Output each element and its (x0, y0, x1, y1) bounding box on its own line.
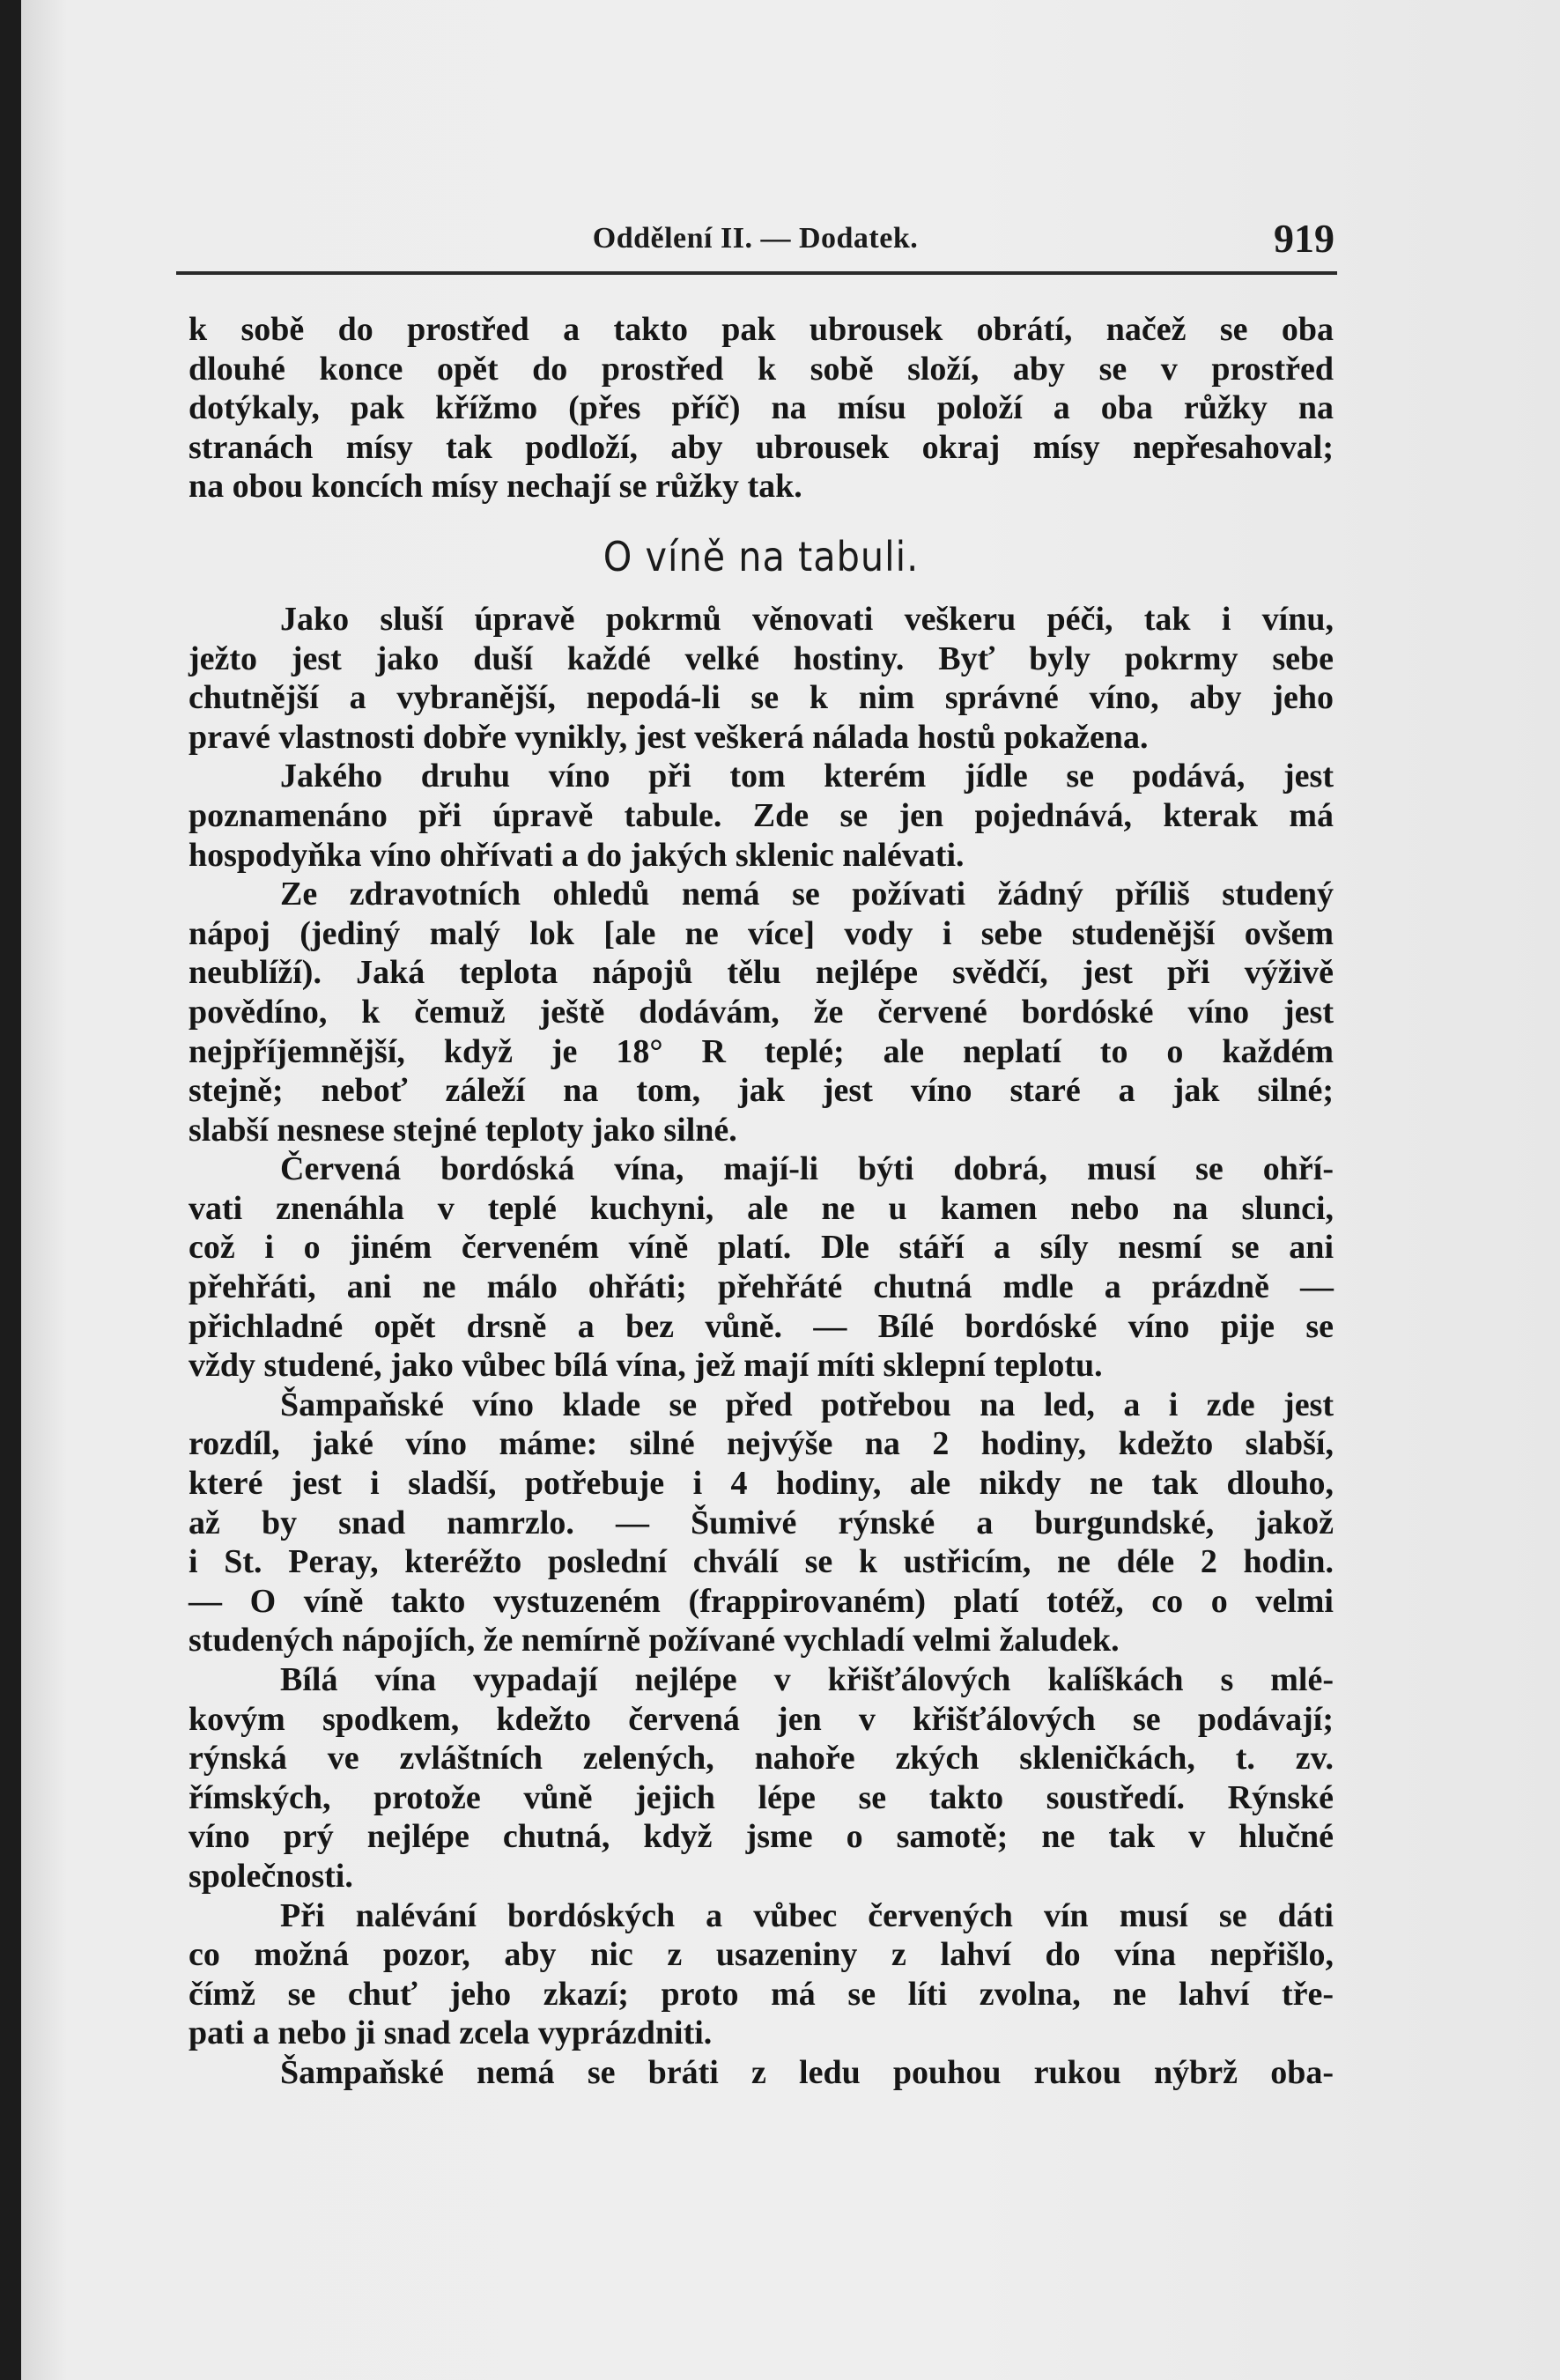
text-line: i St. Peray, kteréžto poslední chválí se k ustřicím, ne déle 2 hodin. (189, 1543, 1334, 1581)
text-line: Šampaňské víno klade se před potřebou na led, a i zde jest (280, 1386, 1334, 1423)
text-line: kovým spodkem, kdežto červená jen v křišťálových se podávají; (189, 1700, 1334, 1738)
book-page (21, 0, 1560, 2380)
text-line: vždy studené, jako vůbec bílá vína, jež mají míti sklepní teplotu. (189, 1347, 1103, 1385)
text-line: pravé vlastnosti dobře vynikly, jest veškerá nálada hostů pokažena. (189, 718, 1149, 756)
text-line: stejně; neboť záleží na tom, jak jest víno staré a jak silné; (189, 1072, 1334, 1110)
text-line: k sobě do prostřed a takto pak ubrousek obrátí, načež se oba (189, 311, 1334, 348)
paragraph (189, 1149, 1334, 1386)
paragraph (189, 1896, 1334, 2053)
text-line: Červená bordóská vína, mají-li býti dobrá, musí se ohří- (280, 1150, 1334, 1188)
text-line: na obou koncích mísy nechají se růžky tak. (189, 468, 802, 506)
header-rule (176, 271, 1337, 275)
text-line: až by snad namrzlo. — Šumivé rýnské a burgundské, jakož (189, 1504, 1334, 1541)
text-line: rozdíl, jaké víno máme: silné nejvýše na 2 hodiny, kdežto slabší, (189, 1425, 1334, 1463)
text-line: chutnější a vybranější, nepodá-li se k nim správné víno, aby jeho (189, 679, 1334, 717)
paragraph (189, 1386, 1334, 1660)
text-line: neublíží). Jaká teplota nápojů tělu nejlépe svědčí, jest při výživě (189, 954, 1334, 992)
paragraph (189, 600, 1334, 757)
text-line: společnosti. (189, 1857, 353, 1895)
text-line: Ze zdravotních ohledů nemá se požívati žádný příliš studený (280, 876, 1334, 913)
text-line: přehřáti, ani ne málo ohřáti; přehřáté chutná mdle a prázdně — (189, 1268, 1334, 1306)
text-line: které jest i sladší, potřebuje i 4 hodiny, ale nikdy ne tak dlouho, (189, 1465, 1334, 1503)
text-line: slabší nesnese stejné teploty jako silné. (189, 1111, 737, 1149)
text-line: stranách mísy tak podloží, aby ubrousek okraj mísy nepřesahoval; (189, 428, 1334, 466)
text-line: Jako sluší úpravě pokrmů věnovati veškeru péči, tak i vínu, (280, 600, 1334, 638)
paragraph (189, 2053, 1334, 2093)
text-line: přichladné opět drsně a bez vůně. — Bílé bordóské víno pije se (189, 1307, 1334, 1345)
text-line: vati znenáhla v teplé kuchyni, ale ne u kamen nebo na slunci, (189, 1189, 1334, 1227)
paragraph (189, 875, 1334, 1149)
text-line: studených nápojích, že nemírně požívané vychladí velmi žaludek. (189, 1622, 1120, 1659)
running-head: Oddělení II. — Dodatek. (592, 222, 919, 255)
text-line: římských, protože vůně jejich lépe se takto soustředí. Rýnské (189, 1778, 1334, 1816)
text-line: ježto jest jako duší každé velké hostiny. Byť byly pokrmy sebe (189, 639, 1334, 677)
text-line: hospodyňka víno ohřívati a do jakých sklenic nalévati. (189, 836, 965, 874)
text-line: Šampaňské nemá se bráti z ledu pouhou rukou nýbrž oba- (280, 2053, 1334, 2091)
text-line: nápoj (jediný malý lok [ale ne více] vody i sebe studenější ovšem (189, 914, 1334, 952)
text-line: čímž se chuť jeho zkazí; proto má se líti zvolna, ne lahví tře- (189, 1975, 1334, 2013)
text-line: dotýkaly, pak křížmo (přes příč) na mísu položí a oba růžky na (189, 389, 1334, 427)
text-line: víno prý nejlépe chutná, když jsme o samotě; ne tak v hlučné (189, 1818, 1334, 1856)
text-line: co možná pozor, aby nic z usazeniny z lahví do vína nepřišlo, (189, 1936, 1334, 1974)
text-line: — O víně takto vystuzeném (frappirovaném) platí totéž, co o velmi (189, 1582, 1334, 1620)
page-body (189, 310, 1334, 2093)
text-line: Jakého druhu víno při tom kterém jídle se podává, jest (280, 758, 1334, 795)
page-header (176, 216, 1335, 273)
section-heading: O víně na tabuli. (603, 532, 920, 580)
text-line: poznamenáno při úpravě tabule. Zde se jen pojednává, kterak má (189, 796, 1334, 834)
text-line: Při nalévání bordóských a vůbec červených vín musí se dáti (280, 1896, 1334, 1934)
text-line: Bílá vína vypadají nejlépe v křišťálových kalíškách s mlé- (280, 1661, 1334, 1698)
text-line: rýnská ve zvláštních zelených, nahoře zkých skleničkách, t. zv. (189, 1740, 1334, 1778)
text-line: což i o jiném červeném víně platí. Dle stáří a síly nesmí se ani (189, 1229, 1334, 1267)
text-line: pati a nebo ji snad zcela vyprázdniti. (189, 2014, 713, 2052)
text-line: povědíno, k čemuž ještě dodávám, že červené bordóské víno jest (189, 993, 1334, 1031)
paragraph (189, 1660, 1334, 1896)
text-line: nejpříjemnější, když je 18° R teplé; ale neplatí to o každém (189, 1032, 1334, 1070)
text-line: dlouhé konce opět do prostřed k sobě složí, aby se v prostřed (189, 350, 1334, 388)
page-number: 919 (1274, 216, 1335, 261)
intro-paragraph (189, 310, 1334, 506)
paragraph (189, 757, 1334, 875)
